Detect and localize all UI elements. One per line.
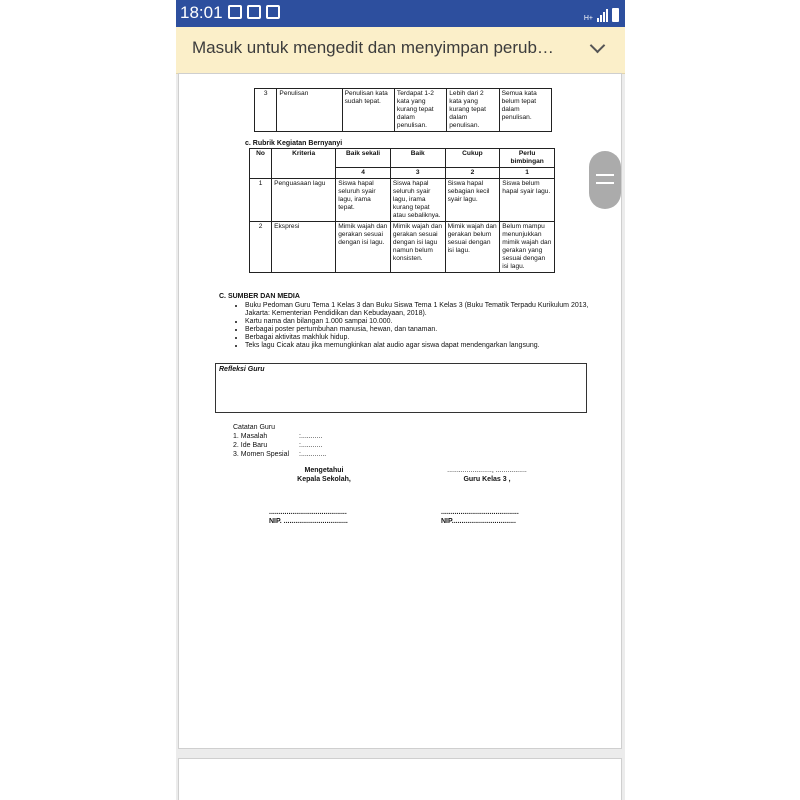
sumber-list (219, 302, 589, 350)
list-item: • Teks lagu Cicak atau jika memungkinkan alat audio agar siswa dapat mendengarkan langsung. (245, 342, 589, 350)
table-cell: Belum mampu menunjukkan mimik wajah dan gerakan yang sesuai dengan isi lagu. (500, 222, 555, 273)
column-header: Kriteria (272, 149, 336, 179)
sumber-section (219, 293, 589, 350)
nip-text: NIP................................. (441, 518, 516, 525)
table-row (255, 89, 552, 132)
notification-icons (228, 5, 280, 19)
column-header: Cukup (445, 149, 500, 168)
table-header-row (250, 149, 555, 168)
table-cell: Mimik wajah dan gerakan sesuai dengan isi lagu namun belum konsisten. (390, 222, 445, 273)
signature-right (437, 466, 537, 484)
signature-text: Kepala Sekolah, (297, 476, 351, 483)
section-title: c. Rubrik Kegiatan Bernyanyi (245, 140, 343, 147)
banner-text: Masuk untuk mengedit dan menyimpan perub… (192, 38, 554, 57)
status-bar (176, 0, 625, 27)
catatan-guru (233, 423, 326, 459)
column-header: Baik sekali (336, 149, 391, 168)
catatan-row (233, 450, 326, 459)
table-cell: Penguasaan lagu (272, 179, 336, 222)
signature-text: ......................., ................ (447, 467, 527, 474)
nip-left (269, 508, 348, 526)
signature-left (279, 466, 369, 484)
catatan-row (233, 441, 326, 450)
handle-line (596, 174, 614, 176)
catatan-title: Catatan Guru (233, 424, 276, 431)
status-right (584, 4, 619, 22)
scroll-handle[interactable] (589, 151, 621, 209)
nip-text: NIP. ................................. (269, 518, 348, 525)
list-item: • Kartu nama dan bilangan 1.000 sampai 10.000. (245, 318, 589, 326)
catatan-label: 2. Ide Baru (233, 442, 268, 449)
status-time: 18:01 (180, 3, 223, 22)
column-header: No (250, 149, 272, 179)
table-cell: Lebih dari 2 kata yang kurang tepat dalam penulisan. (447, 89, 499, 132)
document-page (178, 73, 622, 749)
table-cell: Mimik wajah dan gerakan belum sesuai dengan isi lagu. (445, 222, 500, 273)
table-cell: Siswa hapal seluruh syair lagu, irama tepat. (336, 179, 391, 222)
table-cell: Terdapat 1-2 kata yang kurang tepat dalam penulisan. (394, 89, 446, 132)
score-cell: 3 (390, 168, 445, 179)
notification-icon (228, 5, 242, 19)
table-cell: Siswa hapal seluruh syair lagu, irama kurang tepat atau sebaliknya. (390, 179, 445, 222)
chevron-down-icon[interactable] (590, 38, 606, 54)
handle-line (596, 182, 614, 184)
table-row (250, 222, 555, 273)
table-cell: Mimik wajah dan gerakan sesuai dengan isi lagu. (336, 222, 391, 273)
table-cell: Penulisan kata sudah tepat. (342, 89, 394, 132)
next-page (178, 758, 622, 800)
phone-screen (176, 0, 625, 800)
table-cell: Penulisan (277, 89, 342, 132)
score-cell: 2 (445, 168, 500, 179)
catatan-value: :........... (299, 442, 323, 449)
signature-line: ........................................ (441, 509, 519, 516)
table-cell: 1 (250, 179, 272, 222)
table-cell: Siswa hapal sebagian kecil syair lagu. (445, 179, 500, 222)
column-header: Perlu bimbingan (500, 149, 555, 168)
table-cell: Ekspresi (272, 222, 336, 273)
battery-icon (612, 8, 619, 22)
catatan-label: 1. Masalah (233, 433, 268, 440)
network-type: H+ (583, 15, 593, 22)
table-rubrik (249, 148, 555, 273)
table-cell: 3 (255, 89, 277, 132)
table-row (250, 179, 555, 222)
signature-line: ........................................ (269, 509, 347, 516)
catatan-label: 3. Momen Spesial (233, 451, 290, 458)
signature-text: Mengetahui (304, 467, 344, 474)
image-icon (266, 5, 280, 19)
table-cell: Siswa belum hapal syair lagu. (500, 179, 555, 222)
edit-banner[interactable] (176, 27, 625, 74)
table-cell: Semua kata belum tepat dalam penulisan. (499, 89, 551, 132)
catatan-row (233, 432, 326, 441)
list-item: • Buku Pedoman Guru Tema 1 Kelas 3 dan Buku Siswa Tema 1 Kelas 3 (Buku Tematik Terpadu Kurikulum 2013, Jakarta: Kementerian Pendidikan dan Kebudayaan, 2018). (245, 302, 589, 318)
signal-icon (597, 8, 608, 22)
table-penulisan (254, 88, 552, 132)
list-item: • Berbagai poster pertumbuhan manusia, hewan, dan tanaman. (245, 326, 589, 334)
nip-right (441, 508, 519, 526)
refleksi-label: Refleksi Guru (219, 366, 265, 373)
column-header: Baik (390, 149, 445, 168)
catatan-value: :........... (299, 433, 323, 440)
notification-icon (247, 5, 261, 19)
refleksi-box (215, 363, 587, 413)
list-item: • Berbagai aktivitas makhluk hidup. (245, 334, 589, 342)
signature-text: Guru Kelas 3 , (463, 476, 511, 483)
score-cell: 1 (500, 168, 555, 179)
section-heading: C. SUMBER DAN MEDIA (219, 293, 300, 300)
table-cell: 2 (250, 222, 272, 273)
catatan-value: :............. (299, 451, 327, 458)
score-cell: 4 (336, 168, 391, 179)
